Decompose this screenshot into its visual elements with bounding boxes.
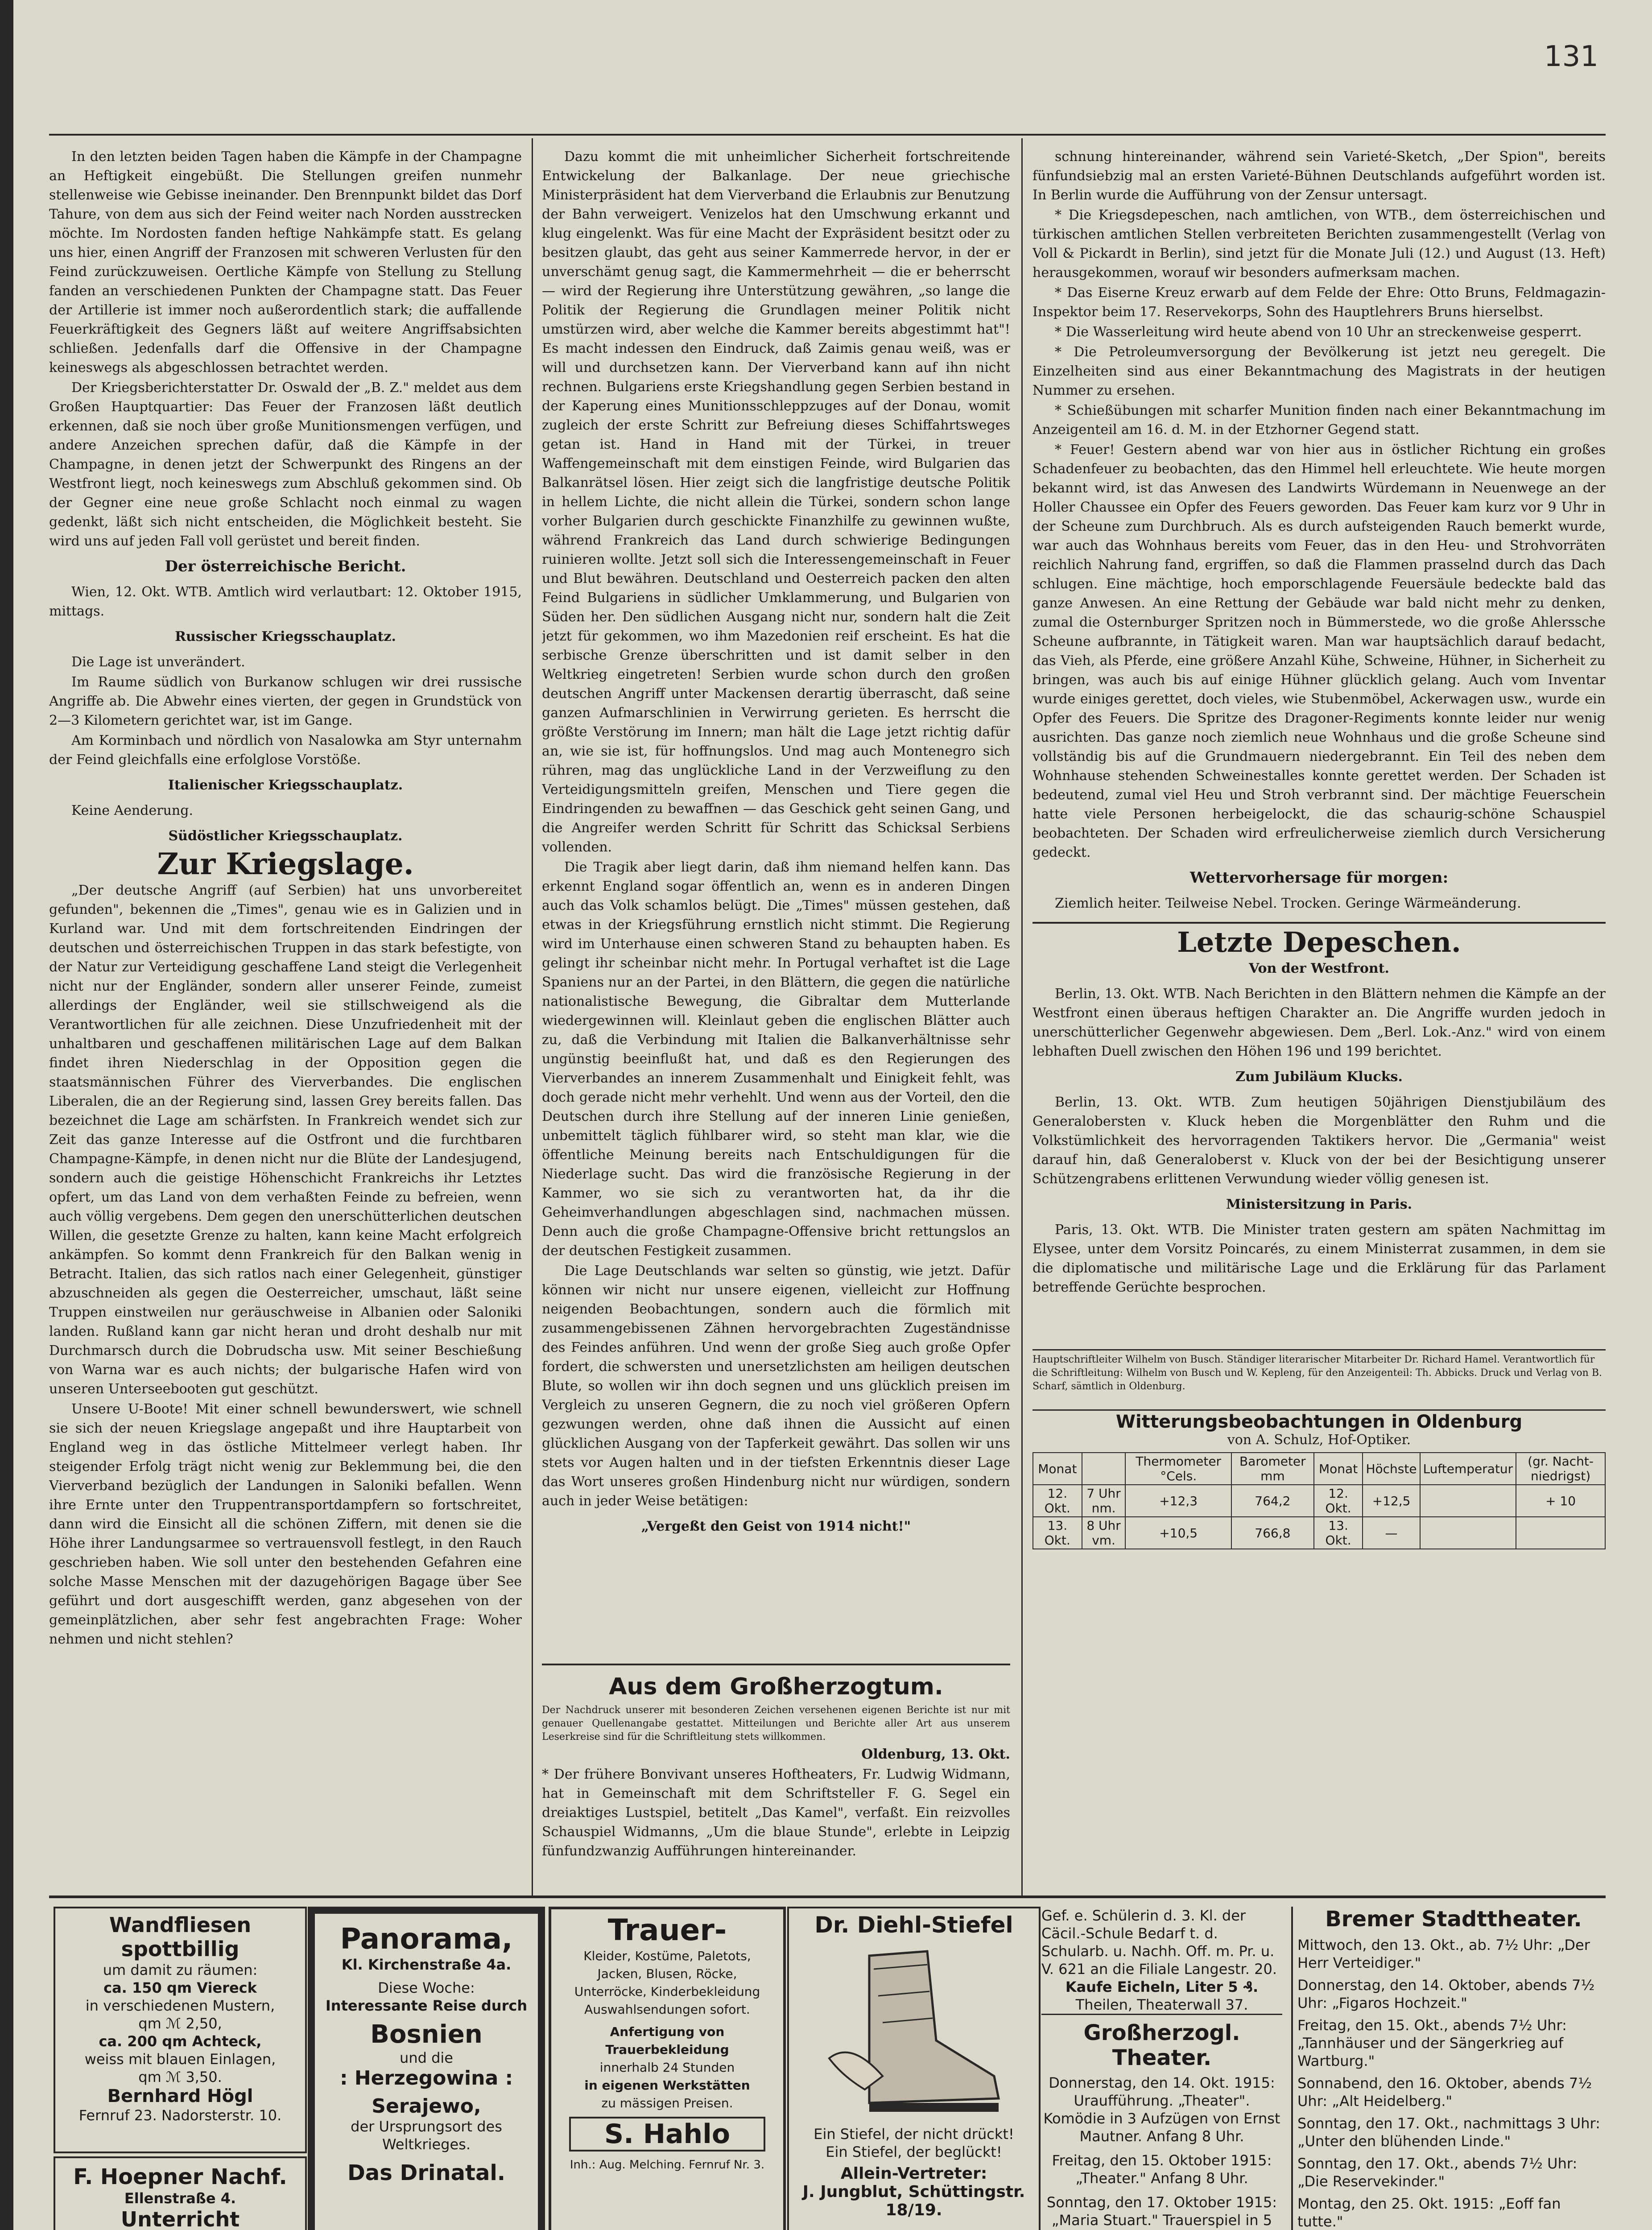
ad-line: Anfertigung von Trauerbekleidung (605, 2024, 729, 2057)
ad-line: Sonntag, den 17. Okt., abends 7½ Uhr: „Die Reservekinder." (1297, 2155, 1578, 2190)
table-cell: 764,2 (1231, 1485, 1314, 1517)
top-rule (49, 134, 1606, 136)
column-3 (1032, 147, 1606, 1342)
column-header: (gr. Nacht-niedrigst) (1516, 1453, 1605, 1485)
section-heading: Russischer Kriegsschauplatz. (175, 629, 396, 644)
article-paragraph: * Der frühere Bonvivant unseres Hoftheaters, Fr. Ludwig Widmann, hat in Gemeinschaft mit dem Schriftsteller F. G. Segel ein dreiaktiges Lustspiel, betitelt „Das Kamel", verfaßt. Ein reizvolles Schauspiel Widmanns, „Um die blaue Stunde", erlebte in Leipzig fünfundzwanzig Aufführungen hintereinander. (542, 1767, 1010, 1859)
column-header: Luftemperatur (1420, 1453, 1516, 1485)
ad-line: Theilen, Theaterwall 37. (1075, 1996, 1248, 2013)
ad-line: Weltkrieges. (382, 2136, 471, 2153)
ad-bremer-stadttheater (1291, 1907, 1610, 2230)
column-header: Höchste (1363, 1453, 1420, 1485)
ad-line: J. Jungblut, Schüttingstr. 18/19. (802, 2183, 1025, 2219)
ad-line: Ein Stiefel, der beglückt! (826, 2143, 1002, 2160)
table-cell: 8 Uhr vm. (1082, 1517, 1126, 1549)
column-2 (542, 147, 1010, 1655)
table-row (1033, 1517, 1605, 1549)
table-cell: + 10 (1516, 1485, 1605, 1517)
ad-line: Kleider, Kostüme, Paletots, (583, 1949, 751, 1963)
weather-forecast-heading: Wettervorhersage für morgen: (1189, 869, 1449, 887)
weather-table (1032, 1452, 1606, 1549)
depesche-text: Berlin, 13. Okt. WTB. Nach Berichten in den Blättern nehmen die Kämpfe an der Westfront einen überaus heftigen Charakter an. Die Angriffe wurden jedoch in unerschütterlicher Gegenwehr abgewiesen. Dem „Berl. Lok.-Anz." wird von einem lebhaften Duell zwischen den Höhen 196 und 199 berichtet. (1032, 986, 1606, 1059)
imprint: Hauptschriftleiter Wilhelm von Busch. Ständiger literarischer Mitarbeiter Dr. Richard Hamel. Verantwortlich für die Schriftleitung: Wilhelm von Busch und W. Kepleng, für den Anzeigenteil: Th. Abbicks. Druck und Verlag von B. Scharf, sämtlich in Oldenburg. (1032, 1349, 1606, 1411)
depesche-text: Paris, 13. Okt. WTB. Die Minister traten gestern am späten Nachmittag im Elysee, unter dem Vorsitz Poincarés, zu einem Ministerrat zusammen, in dem sie die diplomatische und militärische Lage und die Erklärung für das Parlament betreffende Gerüchte besprochen. (1032, 1222, 1606, 1295)
ad-line: Sonntag, den 17. Okt., nachmittags 3 Uhr: „Unter den blühenden Linde." (1297, 2115, 1600, 2150)
ad-schuelerin (1041, 1907, 1282, 2015)
column-1 (49, 147, 522, 1900)
column-header (1082, 1453, 1126, 1485)
column-header: Monat (1033, 1453, 1082, 1485)
ad-title: Großherzogl. Theater. (1083, 2020, 1240, 2070)
column-header: Barometer mm (1231, 1453, 1314, 1485)
depeschen-heading: Letzte Depeschen. (1177, 926, 1461, 958)
ad-line: in eigenen Werkstätten (584, 2078, 750, 2093)
ad-line: in verschiedenen Mustern, (85, 1997, 275, 2014)
weather-observations (1032, 1412, 1606, 1889)
table-cell: +12,5 (1363, 1485, 1420, 1517)
ad-panorama (308, 1907, 545, 2230)
ad-line: Jacken, Blusen, Röcke, (597, 1966, 737, 1981)
ad-hoepner (54, 2156, 307, 2230)
table-cell: 766,8 (1231, 1517, 1314, 1549)
hindenburg-quote: „Vergeßt den Geist von 1914 nicht!" (641, 1519, 911, 1534)
article-paragraph: Keine Aenderung. (71, 803, 193, 818)
binding-edge (0, 0, 13, 2230)
ad-line: Montag, den 25. Okt. 1915: „Eoff fan tutte." (1297, 2195, 1561, 2230)
ad-line: Kl. Kirchenstraße 4a. (341, 1956, 512, 1973)
ad-line: qm ℳ 3,50. (138, 2069, 222, 2085)
article-paragraph: „Der deutsche Angriff (auf Serbien) hat uns unvorbereitet gefunden", bekennen die „Times", genau wie es in Galizien und in Kurland war. Und mit dem fortschreitenden Eindringen der deutschen und österreichischen Truppen in das stark befestigte, von der Natur zur Verteidigung geschaffene Land steigt die Verlegenheit nicht nur der Engländer, sondern aller unserer Feinde, zumeist allerdings der Engländer, weil sie stillschweigend als die Verantwortlichen für alle zeichnen. Diese Unzufriedenheit mit der unhaltbaren und geschaffenen militärischen Lage auf dem Balkan findet ihren Niederschlag in der Opposition gegen die staatsmännischen Führer des Vierverbandes. Die englischen Liberalen, die an der Regierung sind, lassen Grey bereits fallen. Das bezeichnet die Lage am schärfsten. In Frankreich wendet sich zur Zeit das ganze Interesse auf die Ostfront und die furchtbaren Champagne-Kämpfe, in denen nicht nur die Blüte der Landesjugend, sondern auch die geistige Höhenschicht Frankreichs ihr Letztes opfert, um das Land von dem verhaßten Feinde zu befreien, wenn auch völlig vergebens. Dem gegen den unerschütterlichen deutschen Willen, die gesetzte Grenze zu halten, kann keine Macht erfolgreich ankämpfen. So kommt denn Frankreich für den Balkan wenig in Betracht. Italien, das sich ratlos nach einer Gelegenheit, günstiger abzuschneiden als gegen die Oesterreicher, umschaut, läßt seine Truppen einstweilen nur geräuschweise in Albanien oder Saloniki landen. Rußland kann gar nicht heran und droht deshalb nur mit Durchmarsch durch die Dobrudscha usw. Mit seiner Beschießung von Warna war es auch nichts; der bulgarische Hafen wird von unseren Unterseebooten gut geschützt. (49, 883, 522, 1397)
ad-line: Freitag, den 15. Oktober 1915: „Theater." Anfang 8 Uhr. (1052, 2152, 1272, 2187)
table-header-row (1033, 1453, 1605, 1485)
ad-line: um damit zu räumen: (103, 1962, 258, 1978)
grossherzogtum-section (542, 1664, 1010, 1897)
table-row (1033, 1485, 1605, 1517)
ad-line: Kaufe Eicheln, Liter 5 ₰. (1065, 1978, 1259, 1995)
ads-top-rule (49, 1896, 1606, 1898)
ad-wandfliesen (54, 1907, 307, 2153)
ad-line: Sonntag, den 17. Oktober 1915: „Maria Stuart." Trauerspiel in 5 (1046, 2194, 1277, 2229)
article-paragraph: * Die Kriegsdepeschen, nach amtlichen, von WTB., dem österreichischen und türkischen amtlichen Stellen verbreiteten Berichten zusammengestellt (Verlag von Voll & Pickardt in Berlin), sind jetzt für die Monate Juli (12.) und August (13. Heft) herausgekommen, worauf wir besonders aufmerksam machen. (1032, 207, 1606, 281)
depesche-text: Berlin, 13. Okt. WTB. Zum heutigen 50jährigen Dienstjubiläum des Generalobersten v. Kluck heben die Morgenblätter den Ruhm und die Volkstümlichkeit des hervorragenden Taktikers hervor. Die „Germania" weist darauf hin, daß Generaloberst v. Kluck von der bei der Besichtigung unserer Schützengrabens erlittenen Verwundung wieder völlig genesen ist. (1032, 1094, 1606, 1187)
ad-line: Bosnien (370, 2020, 483, 2049)
austria-report-heading: Der österreichische Bericht. (165, 558, 406, 575)
article-paragraph: Unsere U-Boote! Mit einer schnell bewunderswert, wie schnell sie sich der neuen Kriegslage angepaßt und ihre Hauptarbeit von England weg in das östliche Mittelmeer verlegt haben. Ihr steigender Erfolg trägt nicht wenig zur Beklemmung bei, die den Vierverband bezüglich der Landungen in Saloniki befallen. Wenn ihre Ernte unter den Truppentransportdampfern so fortschreitet, dann wird die Einsicht all die schönen Ziffern, mit denen sie die Höhe ihrer Landungsarmee so vertrauensvoll festlegt, in den Rauch geschrieben haben. Wie soll unter den bestehenden Gefahren eine solche Masse Menschen mit der dazugehörigen Bagage über See geführt und dort ausgeschifft werden, ganz abgesehen von der gemeinplätzlichen, aber sehr fest angebrachten Frage: Woher nehmen und nicht stehlen? (49, 1401, 522, 1647)
ad-line: innerhalb 24 Stunden (599, 2060, 735, 2075)
depesche-heading: Von der Westfront. (1248, 961, 1389, 976)
article-paragraph: * Schießübungen mit scharfer Munition finden nach einer Bekanntmachung im Anzeigenteil am 16. d. M. in der Etzhorner Gegend statt. (1032, 403, 1606, 438)
ad-line: ca. 150 qm Viereck (103, 1979, 257, 1996)
ad-diehl-stiefel (787, 1907, 1041, 2230)
table-cell (1420, 1485, 1516, 1517)
section-heading: Südöstlicher Kriegsschauplatz. (168, 828, 403, 844)
ad-line: Unterröcke, Kinderbekleidung (574, 1984, 760, 1999)
ad-line: Diese Woche: (378, 1979, 475, 1996)
table-cell: 12. Okt. (1033, 1485, 1082, 1517)
ad-line: Mittwoch, den 13. Okt., ab. 7½ Uhr: „Der Herr Verteidiger." (1297, 1937, 1590, 1971)
article-paragraph: Im Raume südlich von Burkanow schlugen wir drei russische Angriffe ab. Die Abwehr eines vierten, der gegen in Grundstück von 2—3 Kilometern gerichtet war, ist im Gange. (49, 674, 522, 728)
ad-line: Donnerstag, den 14. Oktober, abends 7½ Uhr: „Figaros Hochzeit." (1297, 1977, 1595, 2011)
ad-title: Bremer Stadttheater. (1325, 1907, 1582, 1932)
ad-line: Interessante Reise durch (325, 1997, 528, 2014)
section-heading: Italienischer Kriegsschauplatz. (168, 777, 403, 793)
article-paragraph: Die Lage Deutschlands war selten so günstig, wie jetzt. Dafür können wir nicht nur unsere eigenen, vielleicht zur Hoffnung neigenden Beobachtungen, sondern auch die förmlich mit zusammengebissenen Zähnen hervorgebrachten Zugeständnisse des Feindes anführen. Und wenn der große Sieg auch große Opfer fordert, die schwersten und unersetzlichsten am heiligen deutschen Blute, so wollen wir ihn doch segnen und uns glücklich preisen im Vergleich zu unseren Gegnern, die zu noch viel größeren Opfern gezwungen werden, ohne daß ihnen die Aussicht auf einen glücklichen Ausgang von der Tapferkeit gewährt. Das sollen wir uns stets vor Augen halten und in der tiefsten Erkenntnis dieser Lage das Wort unseres großen Hindenburg nicht nur würdigen, sondern auch in jeder Weise betätigen: (542, 1263, 1010, 1509)
ad-line: Auswahlsendungen sofort. (584, 2002, 750, 2017)
table-cell: +10,5 (1125, 1517, 1231, 1549)
reprint-note: Der Nachdruck unserer mit besonderen Zeichen versehenen eigenen Berichte ist nur mit genauer Quellenangabe gestattet. Mitteilungen und Berichte aller Art aus unserem Leserkreise sind für die Schriftleitung stets willkommen. (542, 1705, 1010, 1743)
article-paragraph: * Feuer! Gestern abend war von hier aus in östlicher Richtung ein großes Schadenfeuer zu beobachten, das den Himmel hell erleuchtete. Wie heute morgen bekannt wird, ist das Anwesen des Landwirts Würdemann in Neuenwege an der Holler Chaussee ein Opfer des Feuers geworden. Das Feuer kam kurz vor 9 Uhr in der Scheune zum Durchbruch. Als es durch aufsteigenden Rauch bemerkt wurde, war auch das Wohnhaus bereits vom Feuer, das in den Heu- und Strohvorräten reichlich Nahrung fand, ergriffen, so daß die Flammen prasselnd durch das Dach schlugen. Eine mächtige, hoch emporschlagende Feuersäule bedeckte bald das ganze Anwesen. An eine Rettung der Gebäude war bald nicht mehr zu denken, zumal die Osternburger Spritzen noch in Bümmerstede, wo die große Ahlerssche Scheune aufbrannte, in Tätigkeit waren. Man war hauptsächlich darauf bedacht, das Vieh, als Pferde, eine größere Anzahl Kühe, Schweine, Hühner, in Sicherheit zu bringen, was auch bis auf einige Hühner glücklich gelang. Auch vom Inventar wurde einiges gerettet, doch vieles, wie Stubenmöbel, Ackerwagen usw., wurde ein Opfer des Feuers. Die Spritze des Dragoner-Regiments konnte leider nur wenig ausrichten. Das ganze noch ziemlich neue Wohnhaus und die große Scheune sind vollständig bis auf die Grundmauern niedergebrannt. Ein Teil des neben dem Wohnhause stehenden Schweinestalles konnte gerettet werden. Der Schaden ist bedeutend, zumal viel Heu und Stroh verbrannt sind. Der mächtige Feuerschein hatte viele Personen herbeigelockt, die das schaurig-schöne Schauspiel beobachteten. Der Schaden wird erfreulicherweise ziemlich durch Versicherung gedeckt. (1032, 442, 1606, 860)
article-paragraph: * Die Wasserleitung wird heute abend von 10 Uhr an streckenweise gesperrt. (1055, 324, 1582, 340)
column-header: Thermometer °Cels. (1125, 1453, 1231, 1485)
article-paragraph: Die Tragik aber liegt darin, daß ihm niemand helfen kann. Das erkennt England sogar öffentlich an, wenn es in anderen Dingen auch das Volk schamlos belügt. Die „Times" müssen gestehen, daß etwas in der Kriegsführung ernstlich nicht stimmt. Die Regierung wird im Unterhause einen schweren Stand zu behaupten haben. Es gelingt ihr scheinbar nicht mehr. In Portugal verhaftet ist die Lage Spaniens nur an der Partei, in den Blättern, die gegen die natürliche nationalistische Bewegung, die Gibraltar dem Mutterlande wiedergewinnen will. Kleinlaut geben die englischen Blätter auch zu, daß die Verbindung mit Italien die Balkanverhältnisse sehr ungünstig beeinflußt hat, und daß es den Regierungen des Vierverbandes an innerem Zusammenhalt und Einigkeit fehlt, was doch gerade nicht mehr verhehlt. Und wenn aus der Vorteil, den die Deutschen durch ihre Stellung auf der inneren Linie genießen, unbemittelt täglich fühlbarer wird, so steht man klar, wie die öffentliche Meinung bereits nach Entschuldigungen für die Niederlage sucht. Das wird die französische Regierung in der Kammer, wo sie sich zu verantworten hat, da ihr die Geheimverhandlungen abgeschlagen sind, nachmachen müssen. Denn auch die große Champagne-Offensive bricht rettungslos an der deutschen Festigkeit zusammen. (542, 859, 1010, 1259)
ad-line: Sonnabend, den 16. Oktober, abends 7½ Uhr: „Alt Heidelberg." (1297, 2075, 1592, 2110)
ad-line: Ellenstraße 4. (124, 2190, 236, 2207)
dateline: Oldenburg, 13. Okt. (861, 1747, 1010, 1762)
ad-title: F. Hoepner Nachf. (73, 2164, 287, 2189)
table-cell: 13. Okt. (1314, 1517, 1363, 1549)
ad-trauer-hahlo (549, 1907, 786, 2230)
ad-line: Unterricht (120, 2207, 240, 2230)
table-cell: — (1363, 1517, 1420, 1549)
ad-line: und die (400, 2049, 453, 2066)
table-cell: 13. Okt. (1033, 1517, 1082, 1549)
article-paragraph: * Das Eiserne Kreuz erwarb auf dem Felde der Ehre: Otto Bruns, Feldmagazin-Inspektor beim 17. Reservekorps, Sohn des Hauptlehrers Bruns hierselbst. (1032, 285, 1606, 320)
boot-illustration-icon (816, 1942, 1012, 2121)
article-paragraph: Die Lage ist unverändert. (71, 654, 245, 670)
ad-line: Allein-Vertreter: (840, 2164, 987, 2183)
table-cell: 7 Uhr nm. (1082, 1485, 1126, 1517)
ad-title: Panorama, (340, 1923, 513, 1956)
article-paragraph: schnung hintereinander, während sein Varieté-Sketch, „Der Spion", bereits fünfundsiebzig mal an ersten Varieté-Bühnen Deutschlands aufgeführt worden ist. In Berlin wurde die Aufführung von der Zensur untersagt. (1032, 149, 1606, 203)
ad-line: weiss mit blauen Einlagen, (84, 2051, 276, 2068)
ad-line: Donnerstag, den 14. Okt. 1915: Uraufführung. „Theater". Komödie in 3 Aufzügen von Ernst Mautner. Anfang 8 Uhr. (1043, 2074, 1280, 2145)
ad-line: Ein Stiefel, der nicht drückt! (814, 2126, 1014, 2143)
kriegslage-heading: Zur Kriegslage. (157, 847, 414, 881)
column-header: Monat (1314, 1453, 1363, 1485)
weather-table-subtitle: von A. Schulz, Hof-Optiker. (1227, 1432, 1411, 1448)
depesche-heading: Zum Jubiläum Klucks. (1235, 1069, 1403, 1085)
article-paragraph: In den letzten beiden Tagen haben die Kämpfe in der Champagne an Heftigkeit eingebüßt. Die Stellungen greifen nunmehr stellenweise wie Gebisse ineinander. Den Brennpunkt bildet das Dorf Tahure, von dem aus sich der Feind weiter nach Norden ausstrecken möchte. Im Nordosten fanden heftige Nahkämpfe statt. Es gelang uns hier, einen Angriff der Franzosen mit schweren Verlusten für den Feind zurückzuweisen. Oertliche Kämpfe von Stellung zu Stellung fanden an verschiedenen Punkten der Champagne statt. Das Feuer der Artillerie ist immer noch außerordentlich stark; die auffallende Feuerkräftigkeit des Gegners läßt auf weitere Angriffsabsichten schließen. Jedenfalls darf die Offensive in der Champagne keineswegs als abgeschlossen betrachtet werden. (49, 149, 522, 376)
depesche-heading: Ministersitzung in Paris. (1226, 1197, 1412, 1212)
ad-line: Inh.: Aug. Melching. Fernruf Nr. 3. (570, 2158, 765, 2172)
divider (1032, 922, 1606, 924)
ad-line: Das Drinatal. (347, 2160, 506, 2185)
table-cell: 12. Okt. (1314, 1485, 1363, 1517)
article-paragraph: Dazu kommt die mit unheimlicher Sicherheit fortschreitende Entwickelung der Balkanlage. Der neue griechische Ministerpräsident hat dem Vierverband die Erlaubnis zur Benutzung der Bahn verweigert. Venizelos hat den Umschwung erkannt und klug eingelenkt. Was für eine Macht der Expräsident besitzt oder zu besitzen glaubt, das geht aus seiner Kammerrede hervor, in der er unverschämt genug sagt, die Kammermehrheit — die er beherrscht — wird der Regierung ihre Unterstützung gewähren, „so lange die Politik der Regierung die Grundlagen meiner Politik nicht umstürzen wird, aber welche die Kammer bereits abgestimmt hat"! Es macht indessen den Eindruck, daß Zaimis genau weiß, was er will und durchsetzen kann. Der Vierverband kann auf ihn nicht rechnen. Bulgariens erste Kriegshandlung gegen Serbien bestand in der Kaperung eines Munitionsschleppzuges auf der Donau, womit zugleich der erste Schritt zur Befreiung dieses Schiffahrtsweges getan ist. Hand in Hand mit der Türkei, in treuer Waffengemeinschaft mit dem einstigen Feinde, wird Bulgarien das Balkanrätsel lösen. Hier zeigt sich die langfristige deutsche Politik in hellem Lichte, die nicht allein die Türkei, sondern schon lange vorher Bulgarien durch geschickte Finanzhilfe zu gewinnen wußte, während Frankreich das Land durch schwierige Bedingungen ruinieren wollte. Jetzt soll sich die Interessengemeinschaft in Feuer und Blut bewähren. Deutschland und Oesterreich packen den alten Feind Bulgariens in südlicher Umklammerung, und Bulgarien von Süden her. Den südlichen Ausgang nicht nur, sondern halt die Zeit jetzt für gekommen, wo ihm Mazedonien reif erscheint. Es hat die serbische Grenze überschritten und ist damit selber in den Weltkrieg eingetreten! Serbien wurde schon durch den großen deutschen Angriff unter Mackensen derartig überrascht, daß seine ganzen Aufmarschlinien in Verwirrung gerieten. Es herrscht die größte Verstörung im Innern; man hält die Lage jetzt richtig dafür an, wie sie ist, für hoffnungslos. Und mag auch Montenegro sich rühren, mag das unglückliche Land in der Verzweiflung zu den Verteidigungsmitteln greifen, Menschen und Tiere gegen die Eindringenden zu bewaffnen — das Geschick geht seinen Gang, und die Angreifer werden Schritt für Schritt das Schicksal Serbiens vollenden. (542, 149, 1010, 855)
table-cell (1420, 1517, 1516, 1549)
ad-line: der Ursprungsort des (351, 2118, 502, 2135)
article-paragraph: Am Korminbach und nördlich von Nasalowka am Styr unternahm der Feind gleichfalls eine erfolglose Vorstöße. (49, 733, 522, 768)
ad-line: S. Hahlo (569, 2117, 765, 2152)
article-paragraph: Der Kriegsberichterstatter Dr. Oswald der „B. Z." meldet aus dem Großen Hauptquartier: Das Feuer der Franzosen läßt deutlich erkennen, daß sie noch über große Munitionsmengen verfügen, und andere Anzeichen sprechen dafür, daß die Kämpfe in der Champagne, in denen jetzt der Schwerpunkt des Ringens an der Westfront liegt, noch keineswegs zum Abschluß gekommen sind. Ob der Gegner eine neue große Schlacht noch einmal zu wagen gedenkt, läßt sich nicht entscheiden, die Möglichkeit besteht. Sie wird uns auf jeden Fall voll gerüstet und bereit finden. (49, 380, 522, 549)
ad-line: Freitag, den 15. Okt., abends 7½ Uhr: „Tannhäuser und der Sängerkrieg auf Wartburg." (1297, 2017, 1567, 2069)
ad-line: : Herzegowina : (339, 2067, 513, 2090)
weather-table-title: Witterungsbeobachtungen in Oldenburg (1115, 1412, 1523, 1432)
article-paragraph: * Die Petroleumversorgung der Bevölkerung ist jetzt neu geregelt. Die Einzelheiten sind aus einer Bekanntmachung des Magistrats in der heutigen Nummer zu ersehen. (1032, 344, 1606, 398)
table-cell: +12,3 (1125, 1485, 1231, 1517)
ad-line: Gef. e. Schülerin d. 3. Kl. der Cäcil.-Schule Bedarf t. d. Schularb. u. Nachh. Off. m. Pr. u. V. 621 an die Filiale Langestr. 20. (1041, 1907, 1277, 1978)
ad-title: Dr. Diehl-Stiefel (814, 1912, 1013, 1938)
weather-forecast-text: Ziemlich heiter. Teilweise Nebel. Trocken. Geringe Wärmeänderung. (1055, 896, 1521, 911)
column-separator-1 (532, 138, 533, 1896)
ad-line: qm ℳ 2,50, (138, 2015, 222, 2032)
ad-line: Bernhard Högl (107, 2086, 253, 2106)
ad-title: Wandfliesen spottbillig (109, 1913, 252, 1961)
ad-line: Fernruf 23. Nadorsterstr. 10. (78, 2107, 282, 2124)
ad-title: Trauer- (607, 1913, 727, 1947)
ad-line: ca. 200 qm Achteck, (99, 2033, 262, 2050)
table-cell (1516, 1517, 1605, 1549)
ad-line: zu mässigen Preisen. (601, 2096, 733, 2110)
ad-line: Serajewo, (372, 2095, 481, 2118)
column-separator-2 (1021, 138, 1023, 1896)
grossherzogtum-heading: Aus dem Großherzogtum. (609, 1673, 943, 1700)
ad-grossherzogl-theater (1041, 2020, 1282, 2230)
page-number: 131 (1544, 40, 1598, 73)
article-paragraph: Wien, 12. Okt. WTB. Amtlich wird verlautbart: 12. Oktober 1915, mittags. (49, 584, 522, 619)
